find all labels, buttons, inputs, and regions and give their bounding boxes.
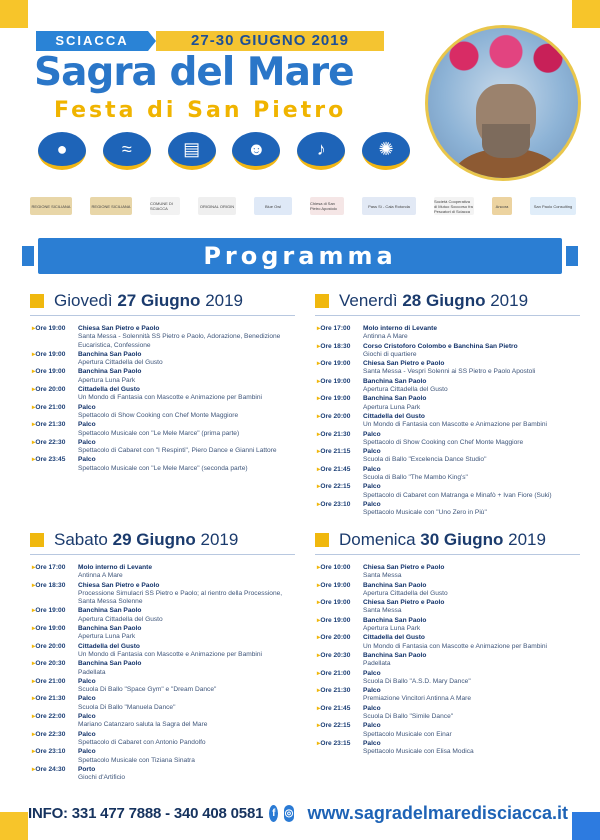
day-block-giovedi xyxy=(30,289,295,474)
event-item xyxy=(30,695,295,712)
event-location: Banchina San Paolo xyxy=(78,660,142,668)
event-item xyxy=(30,582,295,607)
event-time: ▸ Ore 20:30 xyxy=(30,660,78,677)
day-block-sabato xyxy=(30,528,295,783)
sponsor-logo: Chiesa di San Pietro Apostolo xyxy=(310,197,344,215)
ferris-wheel-icon: ✺ xyxy=(362,132,410,170)
sponsor-logo: COMUNE DI SCIACCA xyxy=(150,197,180,215)
event-location: Molo interno di Levante xyxy=(363,325,437,332)
event-item xyxy=(315,599,580,616)
event-item xyxy=(315,395,580,412)
event-item xyxy=(315,378,580,395)
event-item xyxy=(315,705,580,722)
event-description: Apertura Cittadella del Gusto xyxy=(78,359,163,367)
event-location: Palco xyxy=(363,669,381,677)
event-location: Banchina San Paolo xyxy=(363,581,427,589)
event-description: Scuola Di Ballo "A.S.D. Mary Dance" xyxy=(363,677,471,685)
event-description: Spettacolo di Cabaret con "I Respinti", Piero Dance e Gianni Lattore xyxy=(78,447,277,455)
event-item xyxy=(315,431,580,448)
day-header xyxy=(315,528,580,552)
event-time: ▸ Ore 17:00 xyxy=(315,325,363,342)
event-description: Giochi d'Artificio xyxy=(78,774,126,782)
sponsor-logo: ORIGINAL ORIGIN xyxy=(198,197,236,215)
event-time: ▸ Ore 10:00 xyxy=(315,564,363,581)
event-description: Scuola di Ballo "The Mambo King's" xyxy=(363,474,468,482)
event-time: ▸ Ore 19:00 xyxy=(315,360,363,377)
event-time: ▸ Ore 19:00 xyxy=(30,325,78,350)
event-item xyxy=(315,448,580,465)
event-time: ▸ Ore 18:30 xyxy=(30,582,78,607)
event-description: Spettacolo di Show Cooking con Chef Monte Maggiore xyxy=(78,411,239,419)
flower-decoration xyxy=(436,34,576,78)
event-location: Palco xyxy=(78,421,96,429)
event-location: Chiesa San Pietro e Paolo xyxy=(78,581,160,589)
event-item xyxy=(30,713,295,730)
event-time: ▸ Ore 21:30 xyxy=(315,687,363,704)
event-location: Palco xyxy=(363,448,381,456)
event-location: Palco xyxy=(78,677,96,685)
event-location: Chiesa San Pietro e Paolo xyxy=(363,360,445,368)
event-time: ▸ Ore 19:00 xyxy=(30,368,78,385)
event-time: ▸ Ore 19:00 xyxy=(315,378,363,395)
event-item xyxy=(30,439,295,456)
event-location: Cittadella del Gusto xyxy=(363,412,425,420)
event-item xyxy=(30,368,295,385)
event-time: ▸ Ore 19:00 xyxy=(30,351,78,368)
event-item xyxy=(30,731,295,748)
event-description: Spettacolo di Cabaret con Matranga e Minafò + Ivan Fiore (Suki) xyxy=(363,491,552,499)
event-description: Spettacolo di Show Cooking con Chef Monte Maggiore xyxy=(363,438,524,446)
event-item xyxy=(30,325,295,350)
event-location: Chiesa San Pietro e Paolo xyxy=(363,599,445,607)
event-time: ▸ Ore 21:00 xyxy=(30,404,78,421)
date-range-label: 27-30 GIUGNO 2019 xyxy=(156,31,384,51)
event-list xyxy=(30,325,295,473)
sponsor-logo: Pass Sì - Cala Rotonda xyxy=(362,197,416,215)
san-pietro-statue-image xyxy=(425,25,581,181)
event-location: Palco xyxy=(363,739,381,747)
event-description: Santa Messa - Solennità SS Pietro e Paolo, Adorazione, Benedizione Eucaristica, Confessione xyxy=(78,333,281,349)
header-brand-strip xyxy=(36,31,384,51)
event-item xyxy=(315,466,580,483)
event-item xyxy=(315,343,580,360)
event-item xyxy=(315,582,580,599)
sponsor-logo: Blue Owl xyxy=(254,197,292,215)
event-location: Palco xyxy=(78,713,96,721)
event-location: Molo interno di Levante xyxy=(78,564,152,571)
event-item xyxy=(315,652,580,669)
music-microphone-icon: ♪ xyxy=(297,132,345,170)
event-time: ▸ Ore 21:15 xyxy=(315,448,363,465)
event-location: Cittadella del Gusto xyxy=(78,386,140,394)
fish-icon: ≈ xyxy=(103,132,151,170)
event-item xyxy=(30,748,295,765)
day-header xyxy=(315,289,580,313)
event-description: Scuola Di Ballo "Manuela Dance" xyxy=(78,703,176,711)
event-item xyxy=(30,607,295,624)
event-description: Un Mondo di Fantasia con Mascotte e Animazione per Bambini xyxy=(78,650,262,658)
event-description: Scuola di Ballo "Excelencia Dance Studio" xyxy=(363,456,487,464)
event-item xyxy=(30,351,295,368)
sponsor-logo: Società Cooperativa di Mutuo Soccorso fra Pescatori di Sciacca xyxy=(434,198,473,214)
corner-accent-bottom-left xyxy=(0,812,28,840)
event-time: ▸ Ore 23:45 xyxy=(30,456,78,473)
event-time: ▸ Ore 19:00 xyxy=(30,607,78,624)
event-item xyxy=(315,501,580,518)
event-description: Spettacolo Musicale con Einar xyxy=(363,730,452,738)
day-divider xyxy=(315,554,580,555)
event-description: Apertura Luna Park xyxy=(363,403,421,411)
event-item xyxy=(315,413,580,430)
event-description: Antinna A Mare xyxy=(78,572,123,580)
event-item xyxy=(30,625,295,642)
person-icon: ● xyxy=(38,132,86,170)
event-location: Cittadella del Gusto xyxy=(363,634,425,642)
event-item xyxy=(315,564,580,581)
event-description: Apertura Cittadella del Gusto xyxy=(363,386,448,394)
event-item xyxy=(315,722,580,739)
event-location: Palco xyxy=(363,722,381,730)
event-item xyxy=(30,766,295,783)
programma-title: Programma xyxy=(203,242,397,270)
event-time: ▸ Ore 21:30 xyxy=(30,421,78,438)
event-location: Banchina San Paolo xyxy=(78,625,142,633)
event-description: Apertura Luna Park xyxy=(78,376,136,384)
instagram-icon[interactable]: ◎ xyxy=(284,805,293,822)
event-time: ▸ Ore 19:00 xyxy=(315,617,363,634)
header-icons-row xyxy=(38,132,410,176)
day-bullet-square xyxy=(315,533,329,547)
event-location: Palco xyxy=(78,695,96,703)
event-description: Un Mondo di Fantasia con Mascotte e Animazione per Bambini xyxy=(363,642,547,650)
event-time: ▸ Ore 19:00 xyxy=(315,582,363,599)
website-link[interactable]: www.sagradelmaredisciacca.it xyxy=(307,802,568,823)
event-description: Santa Messa xyxy=(363,572,402,580)
event-item xyxy=(30,678,295,695)
event-time: ▸ Ore 20:30 xyxy=(315,652,363,669)
event-title: Sagra del Mare xyxy=(34,50,354,95)
event-description: Santa Messa xyxy=(363,607,402,615)
event-item xyxy=(30,404,295,421)
event-location: Palco xyxy=(78,403,96,411)
event-time: ▸ Ore 22:15 xyxy=(315,483,363,500)
event-item xyxy=(315,634,580,651)
event-time: ▸ Ore 21:00 xyxy=(30,678,78,695)
event-list xyxy=(30,564,295,782)
corner-accent-top-right xyxy=(572,0,600,28)
event-time: ▸ Ore 17:00 xyxy=(30,564,78,581)
event-location: Banchina San Paolo xyxy=(363,616,427,624)
event-time: ▸ Ore 23:10 xyxy=(315,501,363,518)
event-time: ▸ Ore 22:30 xyxy=(30,439,78,456)
event-description: Spettacolo Musicale con "Le Mele Marce" (seconda parte) xyxy=(78,464,248,472)
event-description: Mariano Catanzaro saluta la Sagra del Mare xyxy=(78,721,208,729)
event-location: Banchina San Paolo xyxy=(78,607,142,615)
event-location: Palco xyxy=(363,465,381,473)
event-time: ▸ Ore 19:00 xyxy=(30,625,78,642)
event-item xyxy=(315,740,580,757)
event-location: Palco xyxy=(363,704,381,712)
event-list xyxy=(315,564,580,757)
event-description: Apertura Luna Park xyxy=(78,633,136,641)
day-title: Giovedì 27 Giugno 2019 xyxy=(54,291,244,310)
event-list xyxy=(315,325,580,518)
event-time: ▸ Ore 21:00 xyxy=(315,670,363,687)
sponsor-logo: REGIONE SICILIANA xyxy=(90,197,132,215)
day-divider xyxy=(30,554,295,555)
event-item xyxy=(30,564,295,581)
event-time: ▸ Ore 21:45 xyxy=(315,705,363,722)
book-icon: ▤ xyxy=(168,132,216,170)
event-time: ▸ Ore 22:30 xyxy=(30,731,78,748)
corner-accent-top-left xyxy=(0,0,28,28)
sponsor-logo: San Paolo Consulting xyxy=(530,197,576,215)
event-subtitle: Festa di San Pietro xyxy=(54,98,347,123)
event-item xyxy=(315,687,580,704)
event-location: Palco xyxy=(78,438,96,446)
event-location: Chiesa San Pietro e Paolo xyxy=(78,325,160,332)
day-title: Sabato 29 Giugno 2019 xyxy=(54,530,239,549)
event-item xyxy=(315,670,580,687)
day-divider xyxy=(315,315,580,316)
event-time: ▸ Ore 21:30 xyxy=(315,431,363,448)
event-location: Banchina San Paolo xyxy=(363,395,427,403)
event-item xyxy=(30,660,295,677)
event-location: Banchina San Paolo xyxy=(78,368,142,376)
event-description: Spettacolo Musicale con Elisa Modica xyxy=(363,748,474,756)
day-bullet-square xyxy=(30,533,44,547)
event-item xyxy=(315,483,580,500)
event-time: ▸ Ore 23:10 xyxy=(30,748,78,765)
event-time: ▸ Ore 20:00 xyxy=(30,643,78,660)
event-description: Apertura Cittadella del Gusto xyxy=(363,589,448,597)
event-description: Processione Simulacri SS Pietro e Paolo; al rientro della Processione, Santa Messa Solenne xyxy=(78,589,283,606)
corner-accent-bottom-right xyxy=(572,812,600,840)
event-description: Santa Messa - Vespri Solenni ai SS Pietro e Paolo Apostoli xyxy=(363,368,536,376)
event-time: ▸ Ore 19:00 xyxy=(315,599,363,616)
event-time: ▸ Ore 23:15 xyxy=(315,740,363,757)
event-location: Palco xyxy=(363,687,381,695)
town-label: SCIACCA xyxy=(36,31,148,51)
event-time: ▸ Ore 20:00 xyxy=(30,386,78,403)
sponsor-logo: REGIONE SICILIANA xyxy=(30,197,72,215)
event-location: Palco xyxy=(363,500,381,508)
day-title: Venerdì 28 Giugno 2019 xyxy=(339,291,529,310)
facebook-icon[interactable]: f xyxy=(269,805,278,822)
event-description: Padellata xyxy=(78,668,106,676)
event-item xyxy=(30,643,295,660)
event-item xyxy=(30,421,295,438)
day-bullet-square xyxy=(315,294,329,308)
day-header xyxy=(30,289,295,313)
event-item xyxy=(30,386,295,403)
statue-beard xyxy=(482,124,530,158)
event-description: Apertura Cittadella del Gusto xyxy=(78,615,163,623)
event-location: Chiesa San Pietro e Paolo xyxy=(363,564,445,571)
event-description: Apertura Luna Park xyxy=(363,625,421,633)
programma-banner xyxy=(38,238,562,274)
event-location: Palco xyxy=(78,456,96,464)
contact-phone-info: INFO: 331 477 7888 - 340 408 0581 xyxy=(28,804,264,822)
event-location: Banchina San Paolo xyxy=(363,377,427,385)
event-time: ▸ Ore 22:15 xyxy=(315,722,363,739)
footer xyxy=(28,800,568,826)
event-time: ▸ Ore 24:30 xyxy=(30,766,78,783)
event-description: Scuola Di Ballo "Simile Dance" xyxy=(363,713,454,721)
day-header xyxy=(30,528,295,552)
day-title: Domenica 30 Giugno 2019 xyxy=(339,530,546,549)
event-description: Padellata xyxy=(363,660,391,668)
event-item xyxy=(315,325,580,342)
event-time: ▸ Ore 19:00 xyxy=(315,395,363,412)
event-location: Palco xyxy=(78,730,96,738)
event-time: ▸ Ore 21:30 xyxy=(30,695,78,712)
event-time: ▸ Ore 20:00 xyxy=(315,413,363,430)
event-item xyxy=(315,617,580,634)
event-item xyxy=(315,360,580,377)
event-description: Spettacolo Musicale con Tiziana Sinatra xyxy=(78,756,195,764)
event-description: Un Mondo di Fantasia con Mascotte e Animazione per Bambini xyxy=(78,394,262,402)
event-description: Antinna A Mare xyxy=(363,333,408,341)
day-divider xyxy=(30,315,295,316)
event-time: ▸ Ore 18:30 xyxy=(315,343,363,360)
event-location: Palco xyxy=(363,483,381,491)
day-block-domenica xyxy=(315,528,580,758)
event-description: Scuola Di Ballo "Space Gym" e "Dream Dance" xyxy=(78,686,217,694)
event-item xyxy=(30,456,295,473)
event-location: Banchina San Paolo xyxy=(363,651,427,659)
event-description: Premiazione Vincitori Antinna A Mare xyxy=(363,695,472,703)
event-location: Palco xyxy=(363,430,381,438)
event-time: ▸ Ore 21:45 xyxy=(315,466,363,483)
event-description: Spettacolo Musicale con "Uno Zero in Più" xyxy=(363,509,487,517)
event-location: Palco xyxy=(78,748,96,756)
event-location: Corso Cristoforo Colombo e Banchina San Pietro xyxy=(363,342,518,350)
event-description: Un Mondo di Fantasia con Mascotte e Animazione per Bambini xyxy=(363,421,547,429)
day-bullet-square xyxy=(30,294,44,308)
event-location: Cittadella del Gusto xyxy=(78,642,140,650)
sponsor-logo: Ancora xyxy=(492,197,512,215)
event-location: Porto xyxy=(78,765,96,773)
event-time: ▸ Ore 20:00 xyxy=(315,634,363,651)
sponsor-logos xyxy=(30,193,576,219)
event-description: Spettacolo di Cabaret con Antonio Pandolfo xyxy=(78,738,206,746)
day-block-venerdi xyxy=(315,289,580,519)
masks-icon: ☻ xyxy=(232,132,280,170)
event-description: Giochi di quartiere xyxy=(363,350,417,358)
event-time: ▸ Ore 22:00 xyxy=(30,713,78,730)
event-description: Spettacolo Musicale con "Le Mele Marce" (prima parte) xyxy=(78,429,240,437)
event-location: Banchina San Paolo xyxy=(78,350,142,358)
